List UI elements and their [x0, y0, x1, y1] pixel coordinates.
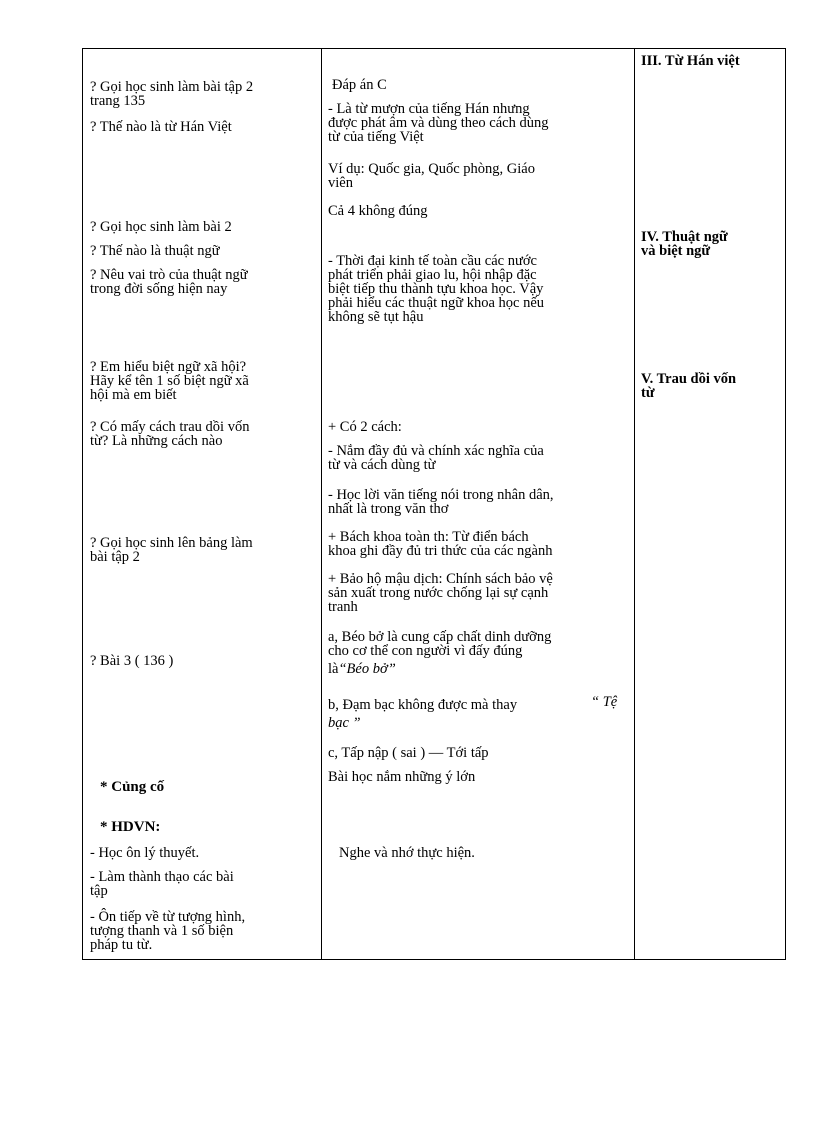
- homework-item-3-line2: tượng thanh và 1 số biện: [90, 923, 234, 939]
- answer-bai-hoc: Bài học nắm những ý lớn: [328, 769, 476, 785]
- answer-beo-bo-line1: a, Béo bở là cung cấp chất dinh dưỡng: [328, 629, 552, 645]
- question-exercise2: ? Gọi học sinh làm bài 2: [90, 219, 232, 235]
- section-iv-line1: IV. Thuật ngữ: [641, 229, 728, 245]
- answer-thoi-dai-line4: phải hiểu các thuật ngữ khoa học nếu: [328, 295, 545, 311]
- answer-dam-bac: b, Đạm bạc không được mà thay: [328, 697, 518, 713]
- question-biet-ngu-line1: ? Em hiểu biệt ngữ xã hội?: [90, 359, 247, 375]
- answer-cach1-line2: từ và cách dùng từ: [328, 457, 436, 473]
- answer-beo-bo-la: là: [328, 661, 339, 677]
- question-len-bang-line1: ? Gọi học sinh lên bảng làm: [90, 535, 253, 551]
- section-v-line2: từ: [641, 385, 655, 401]
- section-iv-line2: và biệt ngữ: [641, 243, 711, 259]
- answer-han-viet-line1: - Là từ mượn của tiếng Hán nhưng: [328, 101, 530, 117]
- answer-bach-khoa-line1: + Bách khoa toàn th: Từ điển bách: [328, 529, 529, 545]
- homework-item-2-line2: tập: [90, 883, 108, 899]
- lesson-table: [82, 48, 786, 960]
- homework-item-3-line3: pháp tu từ.: [90, 937, 153, 953]
- answer-nghe: Nghe và nhớ thực hiện.: [339, 845, 475, 861]
- question-len-bang-line2: bài tập 2: [90, 549, 140, 565]
- question-thuat-ngu: ? Thế nào là thuật ngữ: [90, 243, 220, 259]
- question-exercise2-p135-line2: trang 135: [90, 93, 146, 109]
- answer-vi-du-line2: viên: [328, 175, 353, 191]
- homework-item-2-line1: - Làm thành thạo các bài: [90, 869, 234, 885]
- answer-te-bac-line2: bạc ”: [328, 715, 361, 731]
- homework-item-1: - Học ôn lý thuyết.: [90, 845, 200, 861]
- heading-cung-co: * Củng cố: [100, 779, 165, 795]
- answer-bao-ho-line3: tranh: [328, 599, 358, 615]
- answer-beo-bo-line3: [328, 663, 396, 676]
- question-trau-doi-line2: từ? Là những cách nào: [90, 433, 223, 449]
- answer-thoi-dai-line5: không sẽ tụt hậu: [328, 309, 424, 325]
- answer-co-2-cach: + Có 2 cách:: [328, 419, 402, 435]
- answer-dap-an: Đáp án C: [332, 77, 387, 93]
- section-iii-han-viet: III. Từ Hán việt: [641, 53, 740, 69]
- question-vai-tro-line1: ? Nêu vai trò của thuật ngữ: [90, 267, 248, 283]
- question-biet-ngu-line2: Hãy kể tên 1 số biệt ngữ xã: [90, 373, 249, 389]
- question-biet-ngu-line3: hội mà em biết: [90, 387, 177, 403]
- answer-ca4: Cả 4 không đúng: [328, 203, 428, 219]
- answer-cach1-line1: - Nắm đầy đủ và chính xác nghĩa của: [328, 443, 544, 459]
- answer-beo-bo-quote: “Béo bở”: [338, 661, 396, 677]
- answer-cach2-line2: nhất là trong văn thơ: [328, 501, 449, 517]
- answer-thoi-dai-line3: biệt tiếp thu thành tựu khoa học. Vậy: [328, 281, 544, 297]
- homework-item-3-line1: - Ôn tiếp về từ tượng hình,: [90, 909, 246, 925]
- answer-te-bac-line1: “ Tệ: [591, 694, 618, 710]
- heading-hdvn: * HDVN:: [100, 819, 161, 835]
- answer-bach-khoa-line2: khoa ghi đầy đủ tri thức của các ngành: [328, 543, 553, 559]
- answer-tap-nap: c, Tấp nập ( sai ) — Tới tấp: [328, 745, 489, 761]
- question-bai3: ? Bài 3 ( 136 ): [90, 653, 174, 669]
- column-divider-1: [321, 49, 322, 959]
- question-trau-doi-line1: ? Có mấy cách trau dồi vốn: [90, 419, 250, 435]
- answer-han-viet-line3: từ của tiếng Việt: [328, 129, 424, 145]
- answer-vi-du-line1: Ví dụ: Quốc gia, Quốc phòng, Giáo: [328, 161, 535, 177]
- question-han-viet: ? Thế nào là từ Hán Việt: [90, 119, 232, 135]
- question-vai-tro-line2: trong đời sống hiện nay: [90, 281, 228, 297]
- answer-cach2-line1: - Học lời văn tiếng nói trong nhân dân,: [328, 487, 554, 503]
- section-v-line1: V. Trau dồi vốn: [641, 371, 737, 387]
- column-divider-2: [634, 49, 635, 959]
- question-exercise2-p135-line1: ? Gọi học sinh làm bài tập 2: [90, 79, 254, 95]
- answer-han-viet-line2: được phát âm và dùng theo cách dùng: [328, 115, 549, 131]
- answer-thoi-dai-line2: phát triển phải giao lu, hội nhập đặc: [328, 267, 537, 283]
- answer-thoi-dai-line1: - Thời đại kinh tế toàn cầu các nước: [328, 253, 537, 269]
- answer-beo-bo-line2: cho cơ thể con người vì đấy đúng: [328, 643, 523, 659]
- answer-bao-ho-line2: sản xuất trong nước chống lại sự cạnh: [328, 585, 549, 601]
- answer-bao-ho-line1: + Bảo hộ mậu dịch: Chính sách bảo vệ: [328, 571, 553, 587]
